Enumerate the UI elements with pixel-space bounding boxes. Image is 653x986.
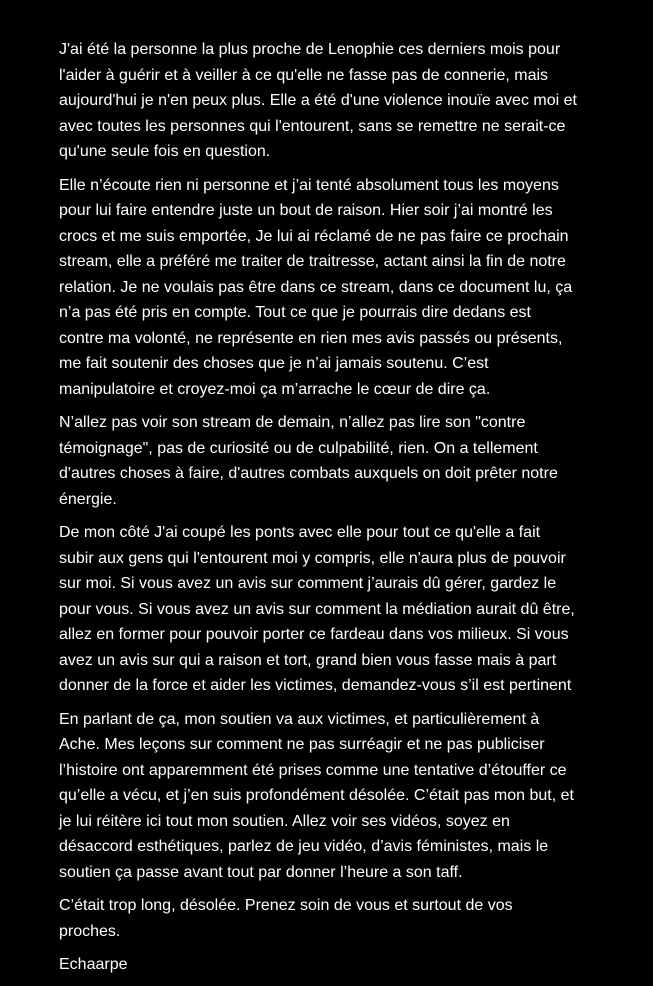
text-line: énergie. <box>59 490 117 508</box>
text-line: témoignage", pas de curiosité ou de culpabilité, rien. On a tellement <box>59 439 538 457</box>
signature <box>59 952 629 978</box>
text-line: Ache. Mes leçons sur comment ne pas surréagir et ne pas publiciser <box>59 736 545 753</box>
text-line: En parlant de ça, mon soutien va aux victimes, et particulièrement à <box>59 710 540 728</box>
paragraph-2 <box>59 173 629 403</box>
text-line: relation. Je ne voulais pas être dans ce stream, dans ce document lu, ça <box>59 278 573 296</box>
text-line: contre ma volonté, ne représente en rien mes avis passés ou présents, <box>59 329 563 347</box>
paragraph-1 <box>59 37 629 165</box>
text-line: l’histoire ont apparemment été prises comme une tentative d’étouffer ce <box>59 761 567 779</box>
text-line: stream, elle a préféré me traiter de traitresse, actant ainsi la fin de notre <box>59 253 566 270</box>
text-line: d'autres choses à faire, d'autres combats auxquels on doit prêter notre <box>59 465 558 482</box>
text-line: subir aux gens qui l'entourent moi y compris, elle n'aura plus de pouvoir <box>59 549 566 567</box>
text-line: pour lui faire entendre juste un bout de raison. Hier soir j’ai montré les <box>59 202 553 219</box>
text-line: Elle n’écoute rien ni personne et j’ai tenté absolument tous les moyens <box>59 176 559 194</box>
text-line: l'aider à guérir et à veiller à ce qu'elle ne fasse pas de connerie, mais <box>59 66 549 84</box>
text-line: crocs et me suis emportée, Je lui ai réclamé de ne pas faire ce prochain <box>59 227 569 245</box>
text-line: donner de la force et aider les victimes, demandez-vous s’il est pertinent <box>59 677 572 694</box>
text-line: qu’elle a vécu, et j’en suis profondément désolée. C’était pas mon but, et <box>59 787 574 804</box>
text-line: n’a pas été pris en compte. Tout ce que je pourrais dire dedans est <box>59 304 531 321</box>
text-line: je lui réitère ici tout mon soutien. Allez voir ses vidéos, soyez en <box>59 812 510 830</box>
paragraph-3 <box>59 410 629 512</box>
text-line: allez en former pour pouvoir porter ce fardeau dans vos milieux. Si vous <box>59 626 569 643</box>
text-line: C’était trop long, désolée. Prenez soin de vous et surtout de vos <box>59 897 513 914</box>
text-line: manipulatoire et croyez-moi ça m’arrache le cœur de dire ça. <box>59 380 491 398</box>
text-line: N’allez pas voir son stream de demain, n’allez pas lire son "contre <box>59 414 526 431</box>
text-line: De mon côté J'ai coupé les ponts avec elle pour tout ce qu'elle a fait <box>59 524 541 541</box>
text-line: pour vous. Si vous avez un avis sur comment la médiation aurait dû être, <box>59 600 575 618</box>
text-line: soutien ça passe avant tout par donner l’heure a son taff. <box>59 863 463 881</box>
paragraph-4 <box>59 520 629 699</box>
text-line: avec toutes les personnes qui l'entourent, sans se remettre ne serait-ce <box>59 117 566 135</box>
text-line: proches. <box>59 922 121 940</box>
paragraph-5 <box>59 707 629 886</box>
text-line: désaccord esthétiques, parlez de jeu vidéo, d’avis féministes, mais le <box>59 838 549 855</box>
text-line: qu'une seule fois en question. <box>59 143 271 160</box>
text-line: sur moi. Si vous avez un avis sur comment j’aurais dû gérer, gardez le <box>59 575 557 592</box>
text-line: J'ai été la personne la plus proche de Lenophie ces derniers mois pour <box>59 41 561 58</box>
text-line: aujourd'hui je n'en peux plus. Elle a été d'une violence inouïe avec moi et <box>59 92 577 109</box>
text-line: me fait soutenir des choses que je n’ai jamais soutenu. C’est <box>59 355 489 372</box>
document-body <box>59 37 629 986</box>
paragraph-6 <box>59 893 629 944</box>
text-line: avez un avis sur qui a raison et tort, grand bien vous fasse mais à part <box>59 651 557 669</box>
signature-text: Echaarpe <box>59 956 128 973</box>
